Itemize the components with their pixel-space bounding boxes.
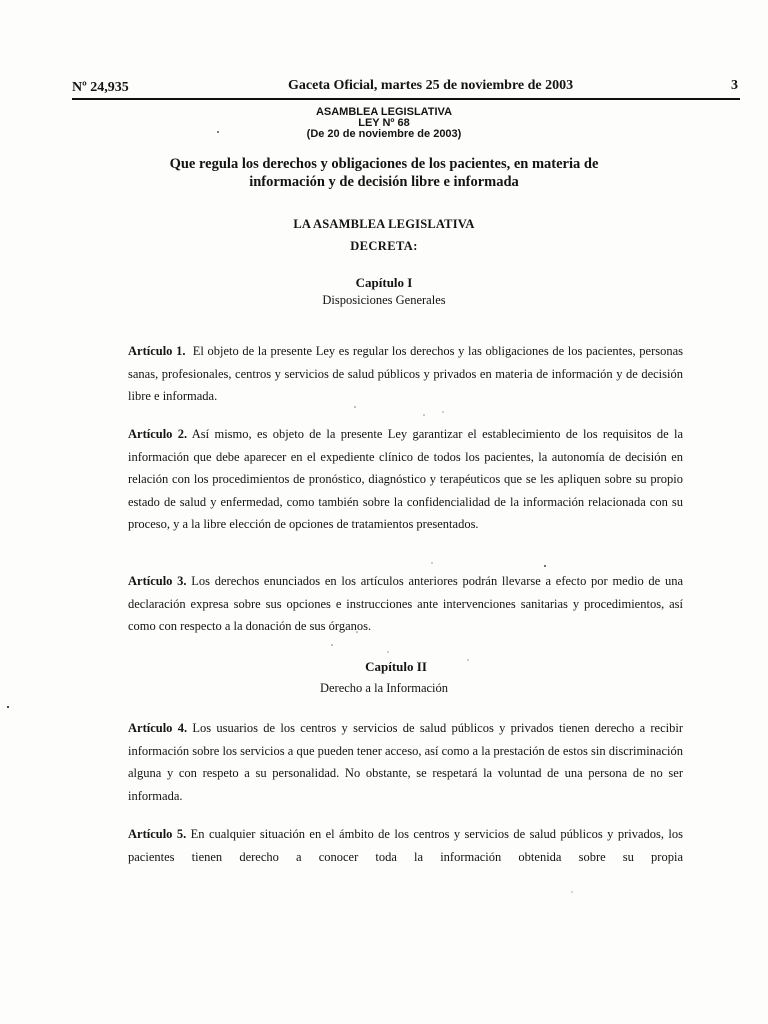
chapter-1-label: Capítulo I <box>355 275 413 290</box>
article-3 <box>128 570 683 638</box>
law-title-line-2: información y de decisión libre e informada <box>249 174 519 190</box>
article-3-label: Artículo 3. <box>128 574 187 588</box>
decree-verb: DECRETA: <box>350 239 418 253</box>
law-title <box>134 155 634 191</box>
article-5 <box>128 823 683 868</box>
chapter-1-name: Disposiciones Generales <box>322 293 446 307</box>
law-number: LEY Nº 68 <box>358 117 410 129</box>
chapter-2-name: Derecho a la Información <box>319 681 449 695</box>
law-date: (De 20 de noviembre de 2003) <box>306 128 462 140</box>
article-3-text: Los derechos enunciados en los artículos anteriores podrán llevarse a efecto por medio de una declaración expresa sobre sus opciones e instrucciones ante intervenciones sanitarias y procedimientos, así como con respecto a la donación de sus órganos. <box>128 574 683 633</box>
article-2 <box>128 423 683 536</box>
gazette-header <box>72 78 740 100</box>
article-1 <box>128 340 683 408</box>
article-1-label: Artículo 1. <box>128 344 186 358</box>
page-number: 3 <box>731 78 738 93</box>
gazette-title: Gaceta Oficial, martes 25 de noviembre de 2003 <box>288 78 574 93</box>
article-5-label: Artículo 5. <box>128 827 187 841</box>
institution-name: ASAMBLEA LEGISLATIVA <box>315 106 453 118</box>
decree-heading: LA ASAMBLEA LEGISLATIVA <box>293 217 475 231</box>
article-5-text: En cualquier situación en el ámbito de los centros y servicios de salud públicos y privados, los pacientes tienen derecho a conocer toda la información obtenida sobre su propia <box>128 827 684 864</box>
article-2-text: Así mismo, es objeto de la presente Ley garantizar el establecimiento de los requisitos de la información que debe aparecer en el expediente clínico de todos los pacientes, la autonomía de decisión en relación con los procedimientos de pronóstico, diagnóstico y terapéuticos que se les apliquen sobre su propio estado de salud y enfermedad, como también sobre la confidencialidad de la información relacionada con su proceso, y a la libre elección de opciones de tratamientos presentados. <box>128 427 683 531</box>
article-4-label: Artículo 4. <box>128 721 188 735</box>
article-1-text: El objeto de la presente Ley es regular los derechos y las obligaciones de los pacientes, personas sanas, profesionales, centros y servicios de salud públicos y privados en materia de información y de decisión libre e informada. <box>128 344 684 403</box>
issue-number: Nº 24,935 <box>72 80 129 95</box>
article-2-label: Artículo 2. <box>128 427 188 441</box>
chapter-2-label: Capítulo II <box>365 659 427 674</box>
article-4 <box>128 717 683 807</box>
law-title-line-1: Que regula los derechos y obligaciones de los pacientes, en materia de <box>169 156 599 172</box>
article-4-text: Los usuarios de los centros y servicios de salud públicos y privados tienen derecho a recibir información sobre los servicios a que pueden tener acceso, así como a la prestación de estos sin discriminación alguna y con respeto a su personalidad. No obstante, se respetará la voluntad de una persona de no ser informada. <box>128 721 683 803</box>
